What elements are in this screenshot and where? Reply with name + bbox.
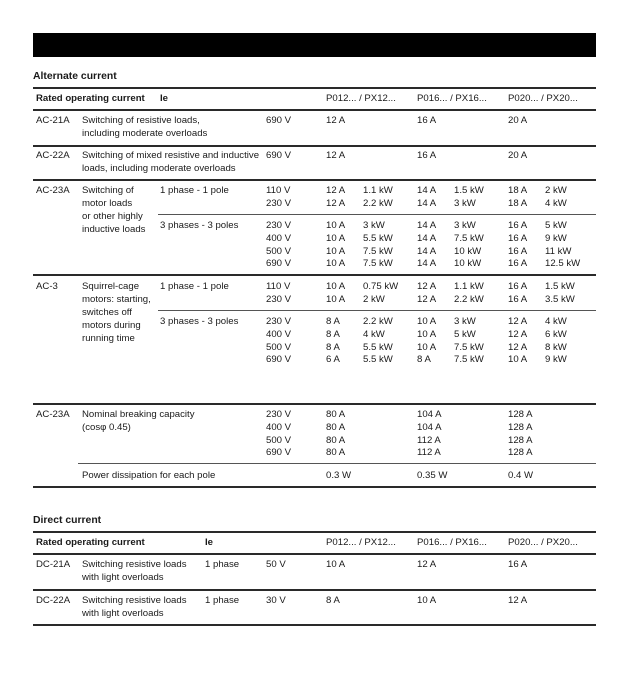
dc21a-desc: with light overloads (82, 572, 164, 583)
ac3-desc: motors: starting, (82, 294, 151, 305)
rating-cell: 11 kW (545, 245, 572, 257)
rating-cell: 18 A (508, 197, 528, 209)
rating-cell: 5.5 kW (363, 232, 393, 244)
rating-cell: 2 kW (363, 293, 385, 305)
dc-header-col2: P016... / PX16... (417, 537, 487, 548)
rating-cell: 9 kW (545, 232, 567, 244)
breaking-cell: 400 V (266, 421, 292, 433)
ac23a-desc: Switching of (82, 185, 134, 196)
rating-cell: 230 V (266, 293, 292, 305)
breaking-cell: 128 A (508, 409, 533, 420)
ac22a-voltage: 690 V (266, 150, 292, 161)
dc22a-col2: 10 A (417, 595, 437, 606)
ac23a-phase1: 1 phase - 1 pole (160, 185, 229, 196)
rating-cell: 400 V (266, 328, 292, 340)
header-ie: Ie (160, 93, 169, 104)
divider (33, 403, 596, 405)
ac21a-col2: 16 A (417, 115, 437, 126)
rating-cell: 7.5 kW (454, 341, 484, 353)
rating-cell: 1.5 kW (545, 281, 575, 292)
rating-cell: 1.1 kW (454, 281, 484, 292)
breaking-cell: 80 A (326, 421, 346, 433)
rating-cell: 10 A (326, 258, 346, 270)
ac23a-desc: or other highly (82, 211, 143, 222)
power-col3: 0.4 W (508, 470, 534, 481)
power-col2: 0.35 W (417, 470, 448, 481)
rating-cell: 3.5 kW (545, 293, 575, 305)
rating-cell: 16 A (508, 281, 528, 292)
rating-cell: 10 A (417, 328, 437, 340)
rating-cell: 110 V (266, 281, 291, 292)
rating-cell: 2.2 kW (363, 197, 393, 209)
rating-cell: 12 A (326, 197, 346, 209)
dc22a-phase: 1 phase (205, 595, 240, 606)
breaking-cell: 128 A (508, 421, 533, 433)
rating-cell: 8 A (326, 341, 340, 353)
ac23a-desc: motor loads (82, 198, 133, 209)
ac23a-code: AC-23A (36, 185, 70, 196)
rating-cell: 12.5 kW (545, 258, 581, 270)
ac22a-code: AC-22A (36, 150, 70, 161)
rating-cell: 10 A (326, 220, 346, 231)
dc-header-col3: P020... / PX20... (508, 537, 578, 548)
rating-cell: 0.75 kW (363, 281, 399, 292)
rating-cell: 12 A (417, 281, 437, 292)
breaking-cell: 112 A (417, 447, 441, 459)
rating-cell: 1.5 kW (454, 185, 484, 196)
rating-cell: 500 V (266, 245, 292, 257)
ac3-desc: running time (82, 333, 135, 344)
dc21a-voltage: 50 V (266, 559, 286, 570)
divider (33, 87, 596, 89)
rating-cell: 16 A (508, 245, 528, 257)
breaking-cell: 80 A (326, 434, 346, 446)
header-col3: P020... / PX20... (508, 93, 578, 104)
rating-cell: 16 A (508, 232, 528, 244)
ac3-desc: Squirrel-cage (82, 281, 140, 292)
header-col1: P012... / PX12... (326, 93, 396, 104)
ac3-code: AC-3 (36, 281, 58, 292)
rating-cell: 4 kW (545, 197, 567, 209)
rating-cell: 3 kW (363, 220, 385, 231)
rating-cell: 7.5 kW (363, 258, 393, 270)
rating-cell: 16 A (508, 220, 528, 231)
rating-cell: 18 A (508, 185, 528, 196)
rating-cell: 8 A (326, 328, 340, 340)
ac3-desc: switches off (82, 307, 132, 318)
rating-cell: 8 A (326, 316, 340, 327)
rating-cell: 2.2 kW (363, 316, 393, 327)
rating-cell: 10 kW (454, 245, 482, 257)
breaking-cell: 112 A (417, 434, 441, 446)
rating-cell: 3 kW (454, 197, 476, 209)
power-desc: Power dissipation for each pole (82, 470, 216, 481)
rating-cell: 7.5 kW (363, 245, 393, 257)
breaking-cell: 128 A (508, 434, 533, 446)
rating-cell: 14 A (417, 232, 437, 244)
dc21a-code: DC-21A (36, 559, 71, 570)
rating-cell: 12 A (417, 293, 437, 305)
ac22a-desc: Switching of mixed resistive and inductive (82, 150, 260, 161)
breaking-code: AC-23A (36, 409, 70, 420)
rating-cell: 16 A (508, 258, 528, 270)
divider (33, 486, 596, 488)
rating-cell: 400 V (266, 232, 292, 244)
dc22a-code: DC-22A (36, 595, 71, 606)
ac3-phase1: 1 phase - 1 pole (160, 281, 229, 292)
rating-cell: 10 kW (454, 258, 482, 270)
dc21a-col3: 16 A (508, 559, 528, 570)
breaking-cell: 690 V (266, 447, 292, 459)
rating-cell: 3 kW (454, 220, 476, 231)
rating-cell: 8 kW (545, 341, 567, 353)
rating-cell: 10 A (417, 341, 437, 353)
dc-header-rated: Rated operating current (36, 537, 145, 548)
rating-cell: 5.5 kW (363, 354, 393, 366)
divider (33, 109, 596, 111)
rating-cell: 7.5 kW (454, 232, 484, 244)
dc21a-phase: 1 phase (205, 559, 240, 570)
dc21a-desc: Switching resistive loads (82, 559, 187, 570)
rating-cell: 500 V (266, 341, 292, 353)
dc-header-ie: Ie (205, 537, 214, 548)
divider (33, 145, 596, 147)
dc22a-desc: with light overloads (82, 608, 164, 619)
header-rated: Rated operating current (36, 93, 145, 104)
rating-cell: 9 kW (545, 354, 567, 366)
rating-cell: 10 A (417, 316, 437, 327)
ac22a-desc: loads, including moderate overloads (82, 163, 236, 174)
divider (33, 179, 596, 181)
breaking-cell: 80 A (326, 409, 346, 420)
rating-cell: 2.2 kW (454, 293, 484, 305)
ac21a-col1: 12 A (326, 115, 346, 126)
rating-cell: 10 A (326, 293, 346, 305)
header-bar (33, 33, 596, 57)
rating-cell: 7.5 kW (454, 354, 484, 366)
rating-cell: 230 V (266, 316, 292, 327)
ac21a-desc: including moderate overloads (82, 128, 208, 139)
dc21a-col1: 10 A (326, 559, 346, 570)
breaking-desc: Nominal breaking capacity (82, 409, 195, 420)
divider (158, 214, 596, 215)
divider (33, 531, 596, 533)
divider (78, 463, 596, 464)
breaking-cell: 230 V (266, 409, 292, 420)
ac22a-col3: 20 A (508, 150, 528, 161)
rating-cell: 14 A (417, 220, 437, 231)
breaking-cell: 80 A (326, 447, 346, 459)
rating-cell: 12 A (508, 341, 528, 353)
rating-cell: 6 kW (545, 328, 567, 340)
divider (33, 553, 596, 555)
divider (33, 624, 596, 626)
dc22a-voltage: 30 V (266, 595, 286, 606)
rating-cell: 8 A (417, 354, 431, 366)
rating-cell: 5 kW (454, 328, 476, 340)
rating-cell: 10 A (326, 281, 346, 292)
header-col2: P016... / PX16... (417, 93, 487, 104)
power-col1: 0.3 W (326, 470, 352, 481)
rating-cell: 4 kW (363, 328, 385, 340)
dc22a-desc: Switching resistive loads (82, 595, 187, 606)
ac21a-code: AC-21A (36, 115, 70, 126)
breaking-cell: 128 A (508, 447, 533, 459)
rating-cell: 1.1 kW (363, 185, 393, 196)
rating-cell: 10 A (508, 354, 528, 366)
breaking-cell: 104 A (417, 409, 442, 420)
rating-cell: 690 V (266, 258, 292, 270)
dc21a-col2: 12 A (417, 559, 437, 570)
divider (158, 310, 596, 311)
ac23a-phase3: 3 phases - 3 poles (160, 220, 239, 231)
rating-cell: 5.5 kW (363, 341, 393, 353)
ac23a-desc: inductive loads (82, 224, 146, 235)
breaking-cell: 500 V (266, 434, 292, 446)
breaking-cell: 104 A (417, 421, 442, 433)
section-title-dc: Direct current (33, 515, 102, 526)
rating-cell: 230 V (266, 197, 292, 209)
rating-cell: 5 kW (545, 220, 567, 231)
rating-cell: 4 kW (545, 316, 567, 327)
rating-cell: 16 A (508, 293, 528, 305)
rating-cell: 110 V (266, 185, 291, 196)
divider (33, 274, 596, 276)
ac21a-voltage: 690 V (266, 115, 292, 126)
rating-cell: 6 A (326, 354, 340, 366)
rating-cell: 12 A (508, 316, 528, 327)
rating-cell: 12 A (326, 185, 346, 196)
divider (33, 589, 596, 591)
ac22a-col2: 16 A (417, 150, 437, 161)
ac3-phase3: 3 phases - 3 poles (160, 316, 239, 327)
rating-cell: 2 kW (545, 185, 567, 196)
rating-cell: 14 A (417, 258, 437, 270)
ac3-desc: motors during (82, 320, 141, 331)
ac21a-desc: Switching of resistive loads, (82, 115, 200, 126)
rating-cell: 12 A (508, 328, 528, 340)
rating-cell: 230 V (266, 220, 292, 231)
dc22a-col3: 12 A (508, 595, 528, 606)
rating-cell: 690 V (266, 354, 292, 366)
ac21a-col3: 20 A (508, 115, 528, 126)
rating-cell: 10 A (326, 245, 346, 257)
rating-cell: 14 A (417, 197, 437, 209)
rating-cell: 3 kW (454, 316, 476, 327)
breaking-desc: (cosφ 0.45) (82, 422, 131, 433)
dc-header-col1: P012... / PX12... (326, 537, 396, 548)
dc22a-col1: 8 A (326, 595, 340, 606)
ac22a-col1: 12 A (326, 150, 346, 161)
rating-cell: 14 A (417, 245, 437, 257)
section-title-ac: Alternate current (33, 71, 117, 82)
rating-cell: 14 A (417, 185, 437, 196)
rating-cell: 10 A (326, 232, 346, 244)
